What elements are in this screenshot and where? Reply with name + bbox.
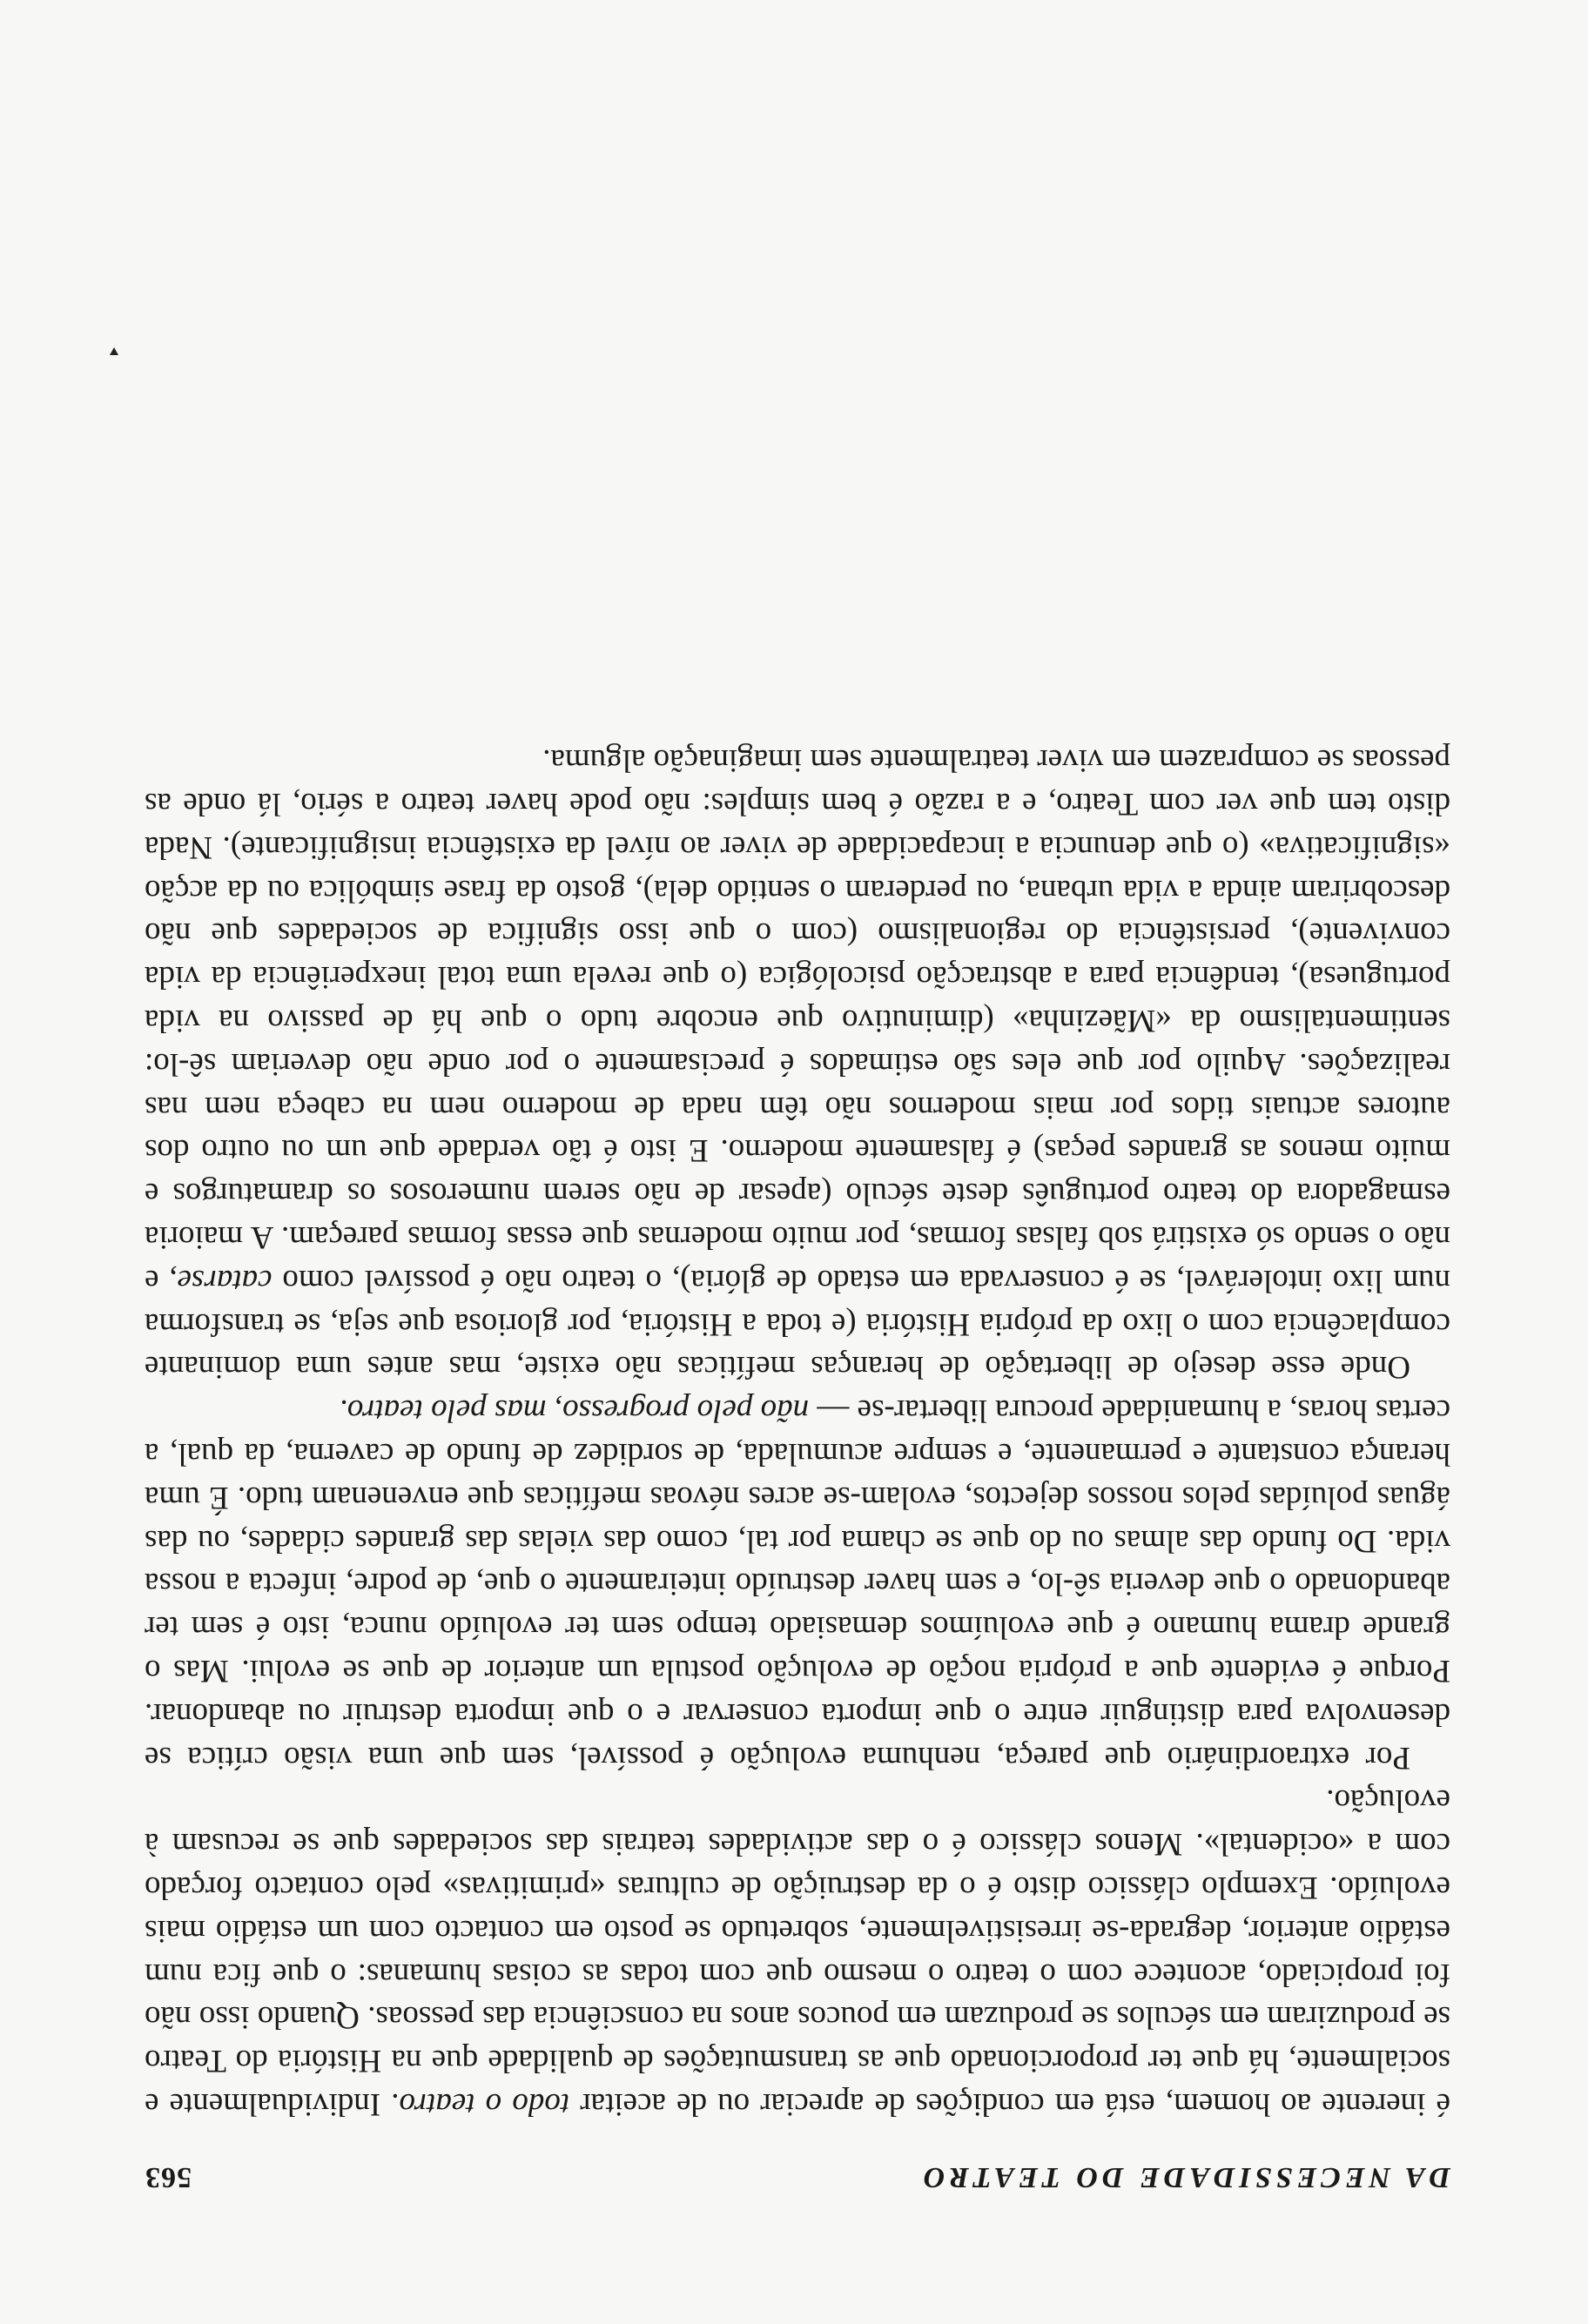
italic-text: todo o teatro [399, 2086, 570, 2122]
text-run: , e não o sendo só existirá sob falsas formas, por muito modernas que essas formas pareçam. A maioria esmagadora do teatro português deste século (apesar de não serem numerosos os dramaturgos e muito menos as grandes peças) é falsamente moderno. E isto é tão verdade que um ou outro dos autores actuais tidos por mais modernos não têm nada de moderno nem na cabeça nem nas realizações. Aquilo por que eles são estimados é precisamente o por onde não deveriam sê-lo: sentimentalismo da «Mãezinha» (diminutivo que encobre tudo o que há de passivo na vida portuguesa), tendência para a abstracção psicológica (o que revela uma total inexperiência da vida convivente), persistência do regionalismo (com o que isso significa de sociedades que não descobriram ainda a vida urbana, ou perderam o sentido dela), gosto da frase simbólica ou da acção «significativa» (o que denuncia a incapacidade de viver ao nível da existência insignificante). Nada disto tem que ver com Teatro, e a razão é bem simples: não pode haver teatro a sério, lá onde as pessoas se comprazem em viver teatralmente sem imaginação alguma. [145, 742, 1450, 1299]
text-run: é inerente ao homem, está em condições de apreciar ou de aceitar [569, 2086, 1450, 2122]
running-title: DA NECESSIDADE DO TEATRO [918, 2161, 1450, 2193]
page-number: 563 [145, 2161, 192, 2193]
running-head [145, 2160, 1450, 2193]
paragraph [145, 1779, 1450, 2126]
page-content [145, 739, 1450, 2194]
italic-text: não pelo progresso, mas pelo teatro. [339, 1393, 810, 1429]
italic-text: catarse [177, 1262, 273, 1299]
paragraph [145, 1388, 1450, 1778]
text-run: Por extraordinário que pareça, nenhuma evolução é possível, sem que uma visão crítica se desenvolva para distinguir entre o que importa conservar e o que importa destruir ou abandonar. Porque é evidente que a própria noção de evolução postula um anterior de que se evolui. Mas o grande drama humano é que evoluímos demasiado tempo sem ter evoluído nunca, isto é sem ter abandonado o que deveria sê-lo, e sem haver destruído inteiramente o que, de podre, infecta a nossa vida. Do fundo das almas ou do que se chama por tal, como das vielas das grandes cidades, ou das águas poluídas pelos nossos dejectos, evolam-se acres névoas mefíticas que envenenam tudo. É uma herança constante e permanente, e sempre acumulada, de sordidez de fundo de caverna, da qual, a certas horas, a humanidade procura libertar-se — [145, 1393, 1450, 1776]
margin-mark-icon [110, 347, 118, 355]
text-run: . Individualmente e socialmente, há que ter proporcionado que as transmutações de qualidade que na História do Teatro se produziram em séculos se produzam em poucos anos na consciência das pessoas. Quando isso não foi propiciado, acontece com o teatro o mesmo que com todas as coisas humanas: o que fica num estádio anterior, degrada-se irresistivelmente, sobretudo se posto em contacto com um estádio mais evoluído. Exemplo clássico disto é o da destruição de culturas «primitivas» pelo contacto forçado com a «ocidental». Menos clássico é o das actividades teatrais das sociedades que se recusam à evolução. [145, 1783, 1450, 2122]
body-text [145, 739, 1450, 2126]
paragraph [145, 739, 1450, 1389]
text-run: Onde esse desejo de libertação de heranças mefíticas não existe, mas antes uma dominante complacência com o lixo da própria História (e toda a História, por gloriosa que seja, se transforma num lixo intolerável, se é conservada em estado de glória), o teatro não é possível como [145, 1262, 1450, 1386]
